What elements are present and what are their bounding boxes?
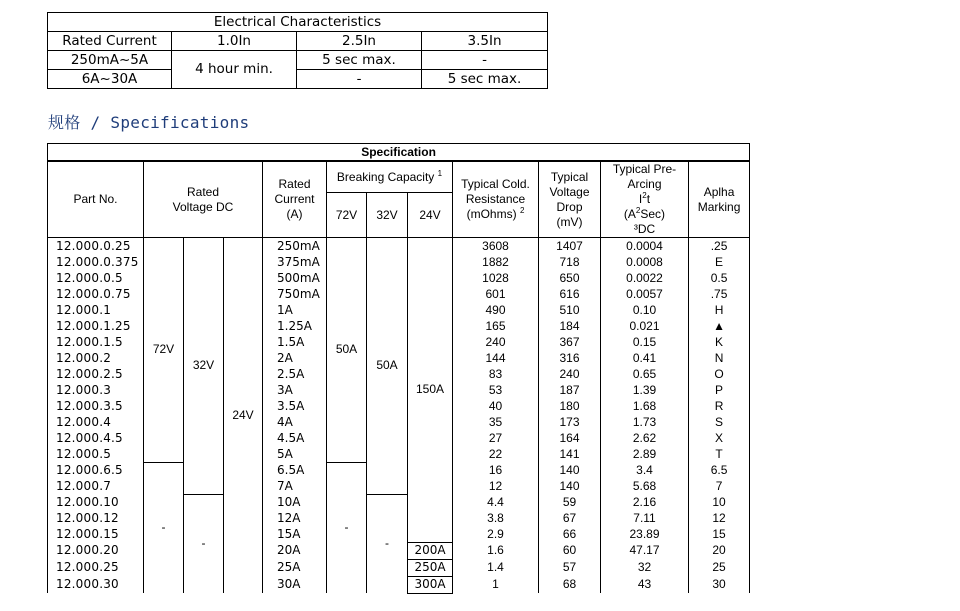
marking-cell: 12 <box>689 510 750 526</box>
rated-current-cell: 500mA <box>263 270 327 286</box>
voltage-drop-cell: 184 <box>539 318 601 334</box>
part-number-cell: 12.000.0.25 <box>48 238 144 255</box>
i2t-sup: 2 <box>642 191 647 200</box>
part-number-cell: 12.000.3.5 <box>48 398 144 414</box>
resistance-cell: 83 <box>453 366 539 382</box>
part-number-cell: 12.000.25 <box>48 559 144 576</box>
pre-arcing-cell: 32 <box>601 559 689 576</box>
specifications-heading: 规格 / Specifications <box>48 113 250 132</box>
breaking-24v-cell: 300A <box>408 576 453 593</box>
i2t-label <box>601 192 688 207</box>
resistance-cell: 4.4 <box>453 494 539 510</box>
voltage-drop-cell: 68 <box>539 576 601 593</box>
dc-label: ³DC <box>633 222 656 236</box>
header-rated-voltage: Rated Voltage DC <box>144 161 263 238</box>
resistance-cell: 2.9 <box>453 526 539 542</box>
a2sec-a: (A <box>623 207 636 221</box>
voltage-drop-cell: 1407 <box>539 238 601 255</box>
rated-voltage-dash: - <box>184 494 224 593</box>
rated-current-cell: 4.5A <box>263 430 327 446</box>
voltage-drop-cell: 240 <box>539 366 601 382</box>
pre-arcing-cell: 0.0008 <box>601 254 689 270</box>
marking-cell: T <box>689 446 750 462</box>
header-rated-current: Rated Current <box>48 32 172 51</box>
header-pre-arcing <box>601 161 689 238</box>
resistance-cell: 16 <box>453 462 539 478</box>
pre-arcing-cell: 5.68 <box>601 478 689 494</box>
rated-current-cell: 1A <box>263 302 327 318</box>
value-cell: - <box>422 51 548 70</box>
header-bc-32v: 32V <box>367 193 408 238</box>
marking-cell: 7 <box>689 478 750 494</box>
part-number-cell: 12.000.6.5 <box>48 462 144 478</box>
rated-current-cell: 3A <box>263 382 327 398</box>
breaking-72v: 50A <box>327 238 367 463</box>
resistance-cell: 40 <box>453 398 539 414</box>
resistance-cell: 490 <box>453 302 539 318</box>
marking-cell: E <box>689 254 750 270</box>
pre-arcing-cell: 0.15 <box>601 334 689 350</box>
header-breaking-capacity <box>327 161 453 193</box>
rated-current-cell: 3.5A <box>263 398 327 414</box>
part-number-cell: 12.000.30 <box>48 576 144 593</box>
pre-arcing-cell: 0.10 <box>601 302 689 318</box>
marking-cell: P <box>689 382 750 398</box>
specification-table <box>47 143 750 594</box>
voltage-drop-cell: 173 <box>539 414 601 430</box>
resistance-cell: 1 <box>453 576 539 593</box>
header-rated-current: Rated Current (A) <box>263 161 327 238</box>
marking-cell: .75 <box>689 286 750 302</box>
part-number-cell: 12.000.4.5 <box>48 430 144 446</box>
header-part-no: Part No. <box>48 161 144 238</box>
part-number-cell: 12.000.1.5 <box>48 334 144 350</box>
part-number-cell: 12.000.15 <box>48 526 144 542</box>
electrical-characteristics-table <box>47 12 548 89</box>
voltage-drop-cell: 367 <box>539 334 601 350</box>
pre-arcing-cell: 0.65 <box>601 366 689 382</box>
voltage-drop-cell: 66 <box>539 526 601 542</box>
resistance-cell: 601 <box>453 286 539 302</box>
a2sec-label <box>601 207 688 222</box>
marking-cell: 0.5 <box>689 270 750 286</box>
part-number-cell: 12.000.12 <box>48 510 144 526</box>
resistance-cell: 22 <box>453 446 539 462</box>
pre-arcing-cell: 47.17 <box>601 542 689 559</box>
part-number-cell: 12.000.3 <box>48 382 144 398</box>
breaking-24v: 150A <box>408 238 453 543</box>
pre-arcing-cell: 0.021 <box>601 318 689 334</box>
footnote-1: 1 <box>437 168 443 178</box>
header-1-0in: 1.0In <box>172 32 297 51</box>
i2t-t: t <box>646 192 651 206</box>
marking-cell: H <box>689 302 750 318</box>
rated-current-cell: 1.5A <box>263 334 327 350</box>
marking-cell: 10 <box>689 494 750 510</box>
rated-voltage-24v: 24V <box>224 238 263 594</box>
marking-cell: .25 <box>689 238 750 255</box>
pre-arcing-cell: 0.0022 <box>601 270 689 286</box>
pre-arcing-cell: 2.16 <box>601 494 689 510</box>
rated-current-cell: 15A <box>263 526 327 542</box>
pre-arcing-cell: 1.68 <box>601 398 689 414</box>
marking-cell: X <box>689 430 750 446</box>
rated-current-cell: 2A <box>263 350 327 366</box>
part-number-cell: 12.000.0.375 <box>48 254 144 270</box>
pre-arcing-cell: 0.0004 <box>601 238 689 255</box>
marking-cell: 25 <box>689 559 750 576</box>
pre-arcing-cell: 2.62 <box>601 430 689 446</box>
breaking-32v: 50A <box>367 238 408 495</box>
range-cell: 250mA~5A <box>48 51 172 70</box>
part-number-cell: 12.000.0.75 <box>48 286 144 302</box>
header-marking: Aplha Marking <box>689 161 750 238</box>
marking-cell: 30 <box>689 576 750 593</box>
part-number-cell: 12.000.7 <box>48 478 144 494</box>
value-cell: - <box>297 70 422 89</box>
resistance-cell: 53 <box>453 382 539 398</box>
part-number-cell: 12.000.5 <box>48 446 144 462</box>
rated-current-cell: 12A <box>263 510 327 526</box>
pre-arcing-cell: 0.0057 <box>601 286 689 302</box>
header-2-5in: 2.5In <box>297 32 422 51</box>
rated-voltage-72v: 72V <box>144 238 184 463</box>
pre-arcing-cell: 1.73 <box>601 414 689 430</box>
rated-current-cell: 5A <box>263 446 327 462</box>
marking-cell: S <box>689 414 750 430</box>
rated-current-cell: 20A <box>263 542 327 559</box>
rated-current-cell: 10A <box>263 494 327 510</box>
resistance-cell: 1.6 <box>453 542 539 559</box>
header-3-5in: 3.5In <box>422 32 548 51</box>
resistance-cell: 3.8 <box>453 510 539 526</box>
footnote-2: 2 <box>519 206 525 215</box>
value-cell-4hour: 4 hour min. <box>172 51 297 89</box>
marking-cell: K <box>689 334 750 350</box>
resistance-cell: 240 <box>453 334 539 350</box>
rated-current-cell: 750mA <box>263 286 327 302</box>
range-cell: 6A~30A <box>48 70 172 89</box>
part-number-cell: 12.000.10 <box>48 494 144 510</box>
voltage-drop-cell: 616 <box>539 286 601 302</box>
resistance-cell: 1028 <box>453 270 539 286</box>
value-cell: 5 sec max. <box>422 70 548 89</box>
pre-arcing-cell: 3.4 <box>601 462 689 478</box>
breaking-24v-cell: 250A <box>408 559 453 576</box>
marking-cell: N <box>689 350 750 366</box>
voltage-drop-cell: 510 <box>539 302 601 318</box>
breaking-dash: - <box>367 494 408 593</box>
voltage-drop-cell: 187 <box>539 382 601 398</box>
marking-cell: 15 <box>689 526 750 542</box>
pre-arcing-cell: 2.89 <box>601 446 689 462</box>
rated-voltage-dash: - <box>144 462 184 593</box>
rated-current-cell: 2.5A <box>263 366 327 382</box>
table-row <box>48 238 750 255</box>
electrical-title: Electrical Characteristics <box>48 13 548 32</box>
breaking-capacity-label: Breaking Capacity <box>336 169 435 184</box>
header-bc-72v: 72V <box>327 193 367 238</box>
resistance-cell: 1882 <box>453 254 539 270</box>
resistance-cell: 165 <box>453 318 539 334</box>
a2sec-sec: Sec) <box>640 207 666 221</box>
pre-arcing-cell: 7.11 <box>601 510 689 526</box>
marking-cell: R <box>689 398 750 414</box>
voltage-drop-cell: 67 <box>539 510 601 526</box>
breaking-24v-cell: 200A <box>408 542 453 559</box>
resistance-cell: 3608 <box>453 238 539 255</box>
voltage-drop-cell: 140 <box>539 462 601 478</box>
pre-arcing-cell: 0.41 <box>601 350 689 366</box>
voltage-drop-cell: 59 <box>539 494 601 510</box>
pre-arcing-cell: 1.39 <box>601 382 689 398</box>
resistance-label: Typical Cold. Resistance (mOhms) <box>461 177 530 221</box>
marking-cell: ▲ <box>689 318 750 334</box>
marking-cell: O <box>689 366 750 382</box>
pre-arcing-cell: 43 <box>601 576 689 593</box>
pre-arcing-label: Typical Pre-Arcing <box>612 162 677 191</box>
header-bc-24v: 24V <box>408 193 453 238</box>
resistance-cell: 35 <box>453 414 539 430</box>
marking-cell: 6.5 <box>689 462 750 478</box>
voltage-drop-cell: 316 <box>539 350 601 366</box>
spec-title: Specification <box>48 144 750 162</box>
resistance-cell: 12 <box>453 478 539 494</box>
voltage-drop-cell: 140 <box>539 478 601 494</box>
rated-current-cell: 375mA <box>263 254 327 270</box>
part-number-cell: 12.000.1.25 <box>48 318 144 334</box>
part-number-cell: 12.000.20 <box>48 542 144 559</box>
a2sec-sup: 2 <box>635 206 641 215</box>
voltage-drop-cell: 60 <box>539 542 601 559</box>
part-number-cell: 12.000.2 <box>48 350 144 366</box>
part-number-cell: 12.000.1 <box>48 302 144 318</box>
rated-voltage-32v: 32V <box>184 238 224 495</box>
resistance-cell: 27 <box>453 430 539 446</box>
rated-current-cell: 250mA <box>263 238 327 255</box>
pre-arcing-cell: 23.89 <box>601 526 689 542</box>
part-number-cell: 12.000.2.5 <box>48 366 144 382</box>
rated-current-cell: 30A <box>263 576 327 593</box>
resistance-cell: 1.4 <box>453 559 539 576</box>
voltage-drop-cell: 57 <box>539 559 601 576</box>
part-number-cell: 12.000.0.5 <box>48 270 144 286</box>
i2t-i: I <box>638 192 643 206</box>
rated-current-cell: 7A <box>263 478 327 494</box>
rated-current-cell: 25A <box>263 559 327 576</box>
voltage-drop-cell: 164 <box>539 430 601 446</box>
voltage-drop-cell: 718 <box>539 254 601 270</box>
breaking-dash: - <box>327 462 367 593</box>
rated-current-cell: 1.25A <box>263 318 327 334</box>
part-number-cell: 12.000.4 <box>48 414 144 430</box>
voltage-drop-cell: 141 <box>539 446 601 462</box>
header-voltage-drop: Typical Voltage Drop (mV) <box>539 161 601 238</box>
rated-current-cell: 6.5A <box>263 462 327 478</box>
header-resistance <box>453 161 539 238</box>
resistance-cell: 144 <box>453 350 539 366</box>
marking-cell: 20 <box>689 542 750 559</box>
voltage-drop-cell: 180 <box>539 398 601 414</box>
voltage-drop-cell: 650 <box>539 270 601 286</box>
value-cell: 5 sec max. <box>297 51 422 70</box>
rated-current-cell: 4A <box>263 414 327 430</box>
spec-body <box>48 238 750 594</box>
